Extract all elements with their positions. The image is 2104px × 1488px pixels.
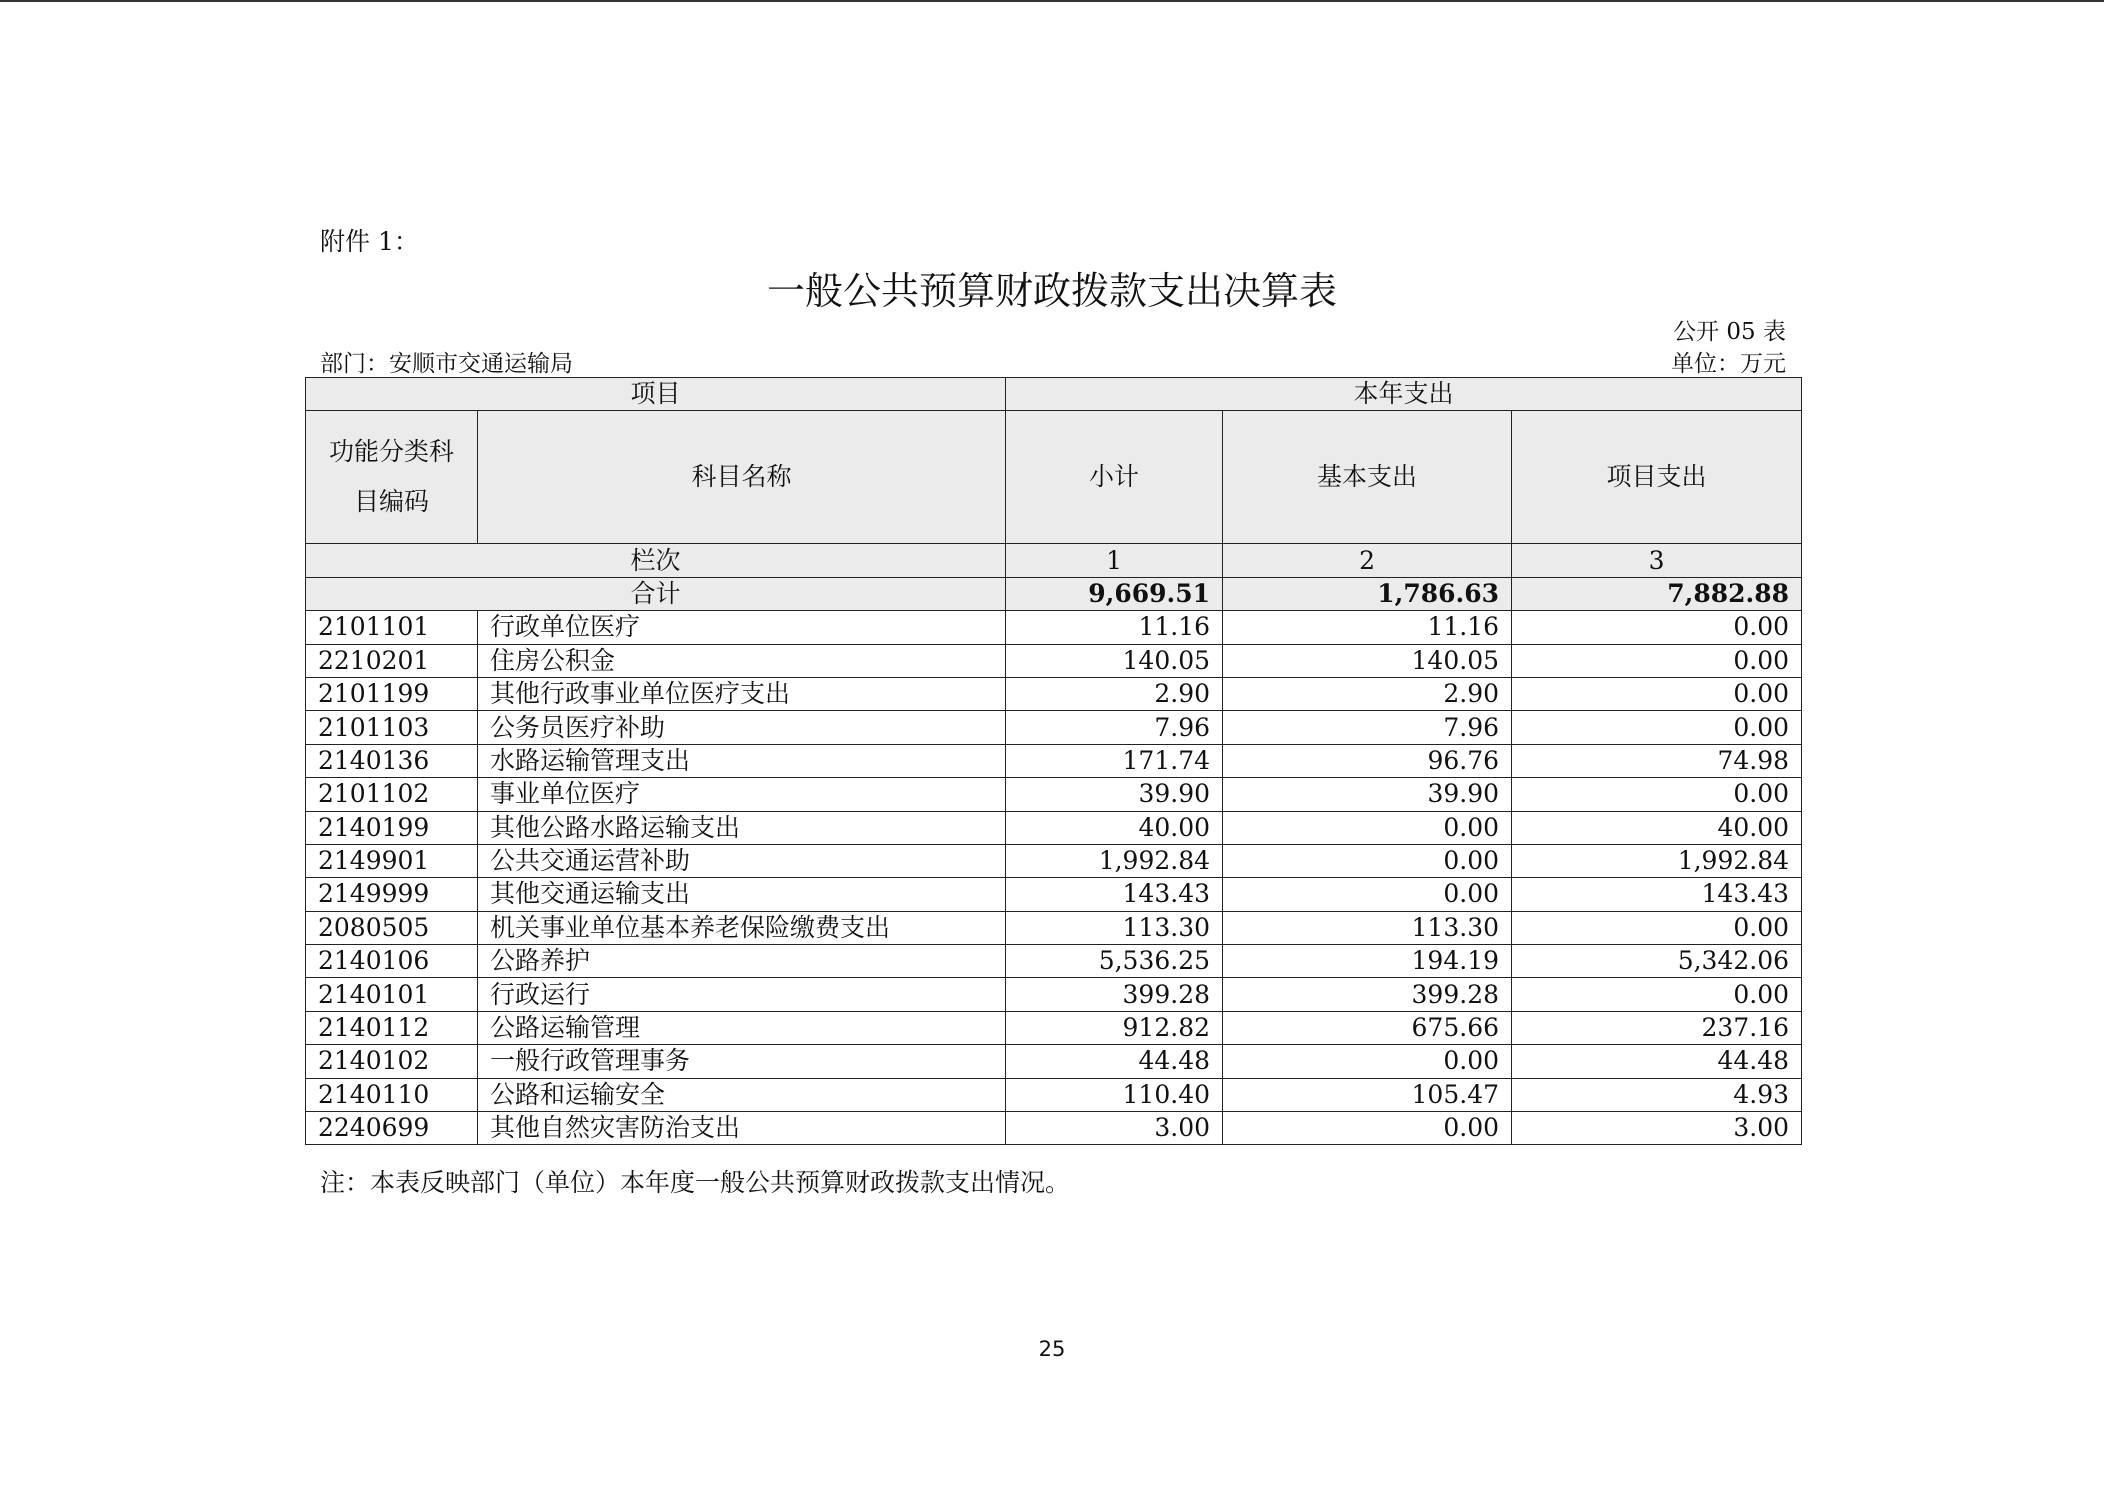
row-project: 3.00	[1512, 1112, 1802, 1145]
table-row	[306, 711, 1802, 744]
row-code: 2101102	[306, 778, 478, 811]
row-subtotal: 11.16	[1006, 611, 1223, 644]
table-number: 公开 05 表	[1673, 319, 1786, 345]
row-project: 40.00	[1512, 811, 1802, 844]
header-subtotal: 小计	[1006, 411, 1223, 544]
unit-label: 单位：万元	[1671, 351, 1786, 377]
row-name: 住房公积金	[478, 644, 1006, 677]
header-basic: 基本支出	[1223, 411, 1512, 544]
row-project: 44.48	[1512, 1045, 1802, 1078]
column-index-3: 3	[1512, 544, 1802, 577]
row-code: 2140101	[306, 978, 478, 1011]
row-code: 2140199	[306, 811, 478, 844]
page-top-border	[0, 0, 2104, 2]
header-year-expense: 本年支出	[1006, 378, 1802, 411]
row-basic: 2.90	[1223, 677, 1512, 710]
row-basic: 105.47	[1223, 1078, 1512, 1111]
row-subtotal: 399.28	[1006, 978, 1223, 1011]
table-row	[306, 778, 1802, 811]
row-code: 2101101	[306, 611, 478, 644]
total-row	[306, 577, 1802, 610]
row-name: 一般行政管理事务	[478, 1045, 1006, 1078]
attachment-label: 附件 1：	[320, 227, 419, 256]
row-code: 2140112	[306, 1011, 478, 1044]
row-code: 2140102	[306, 1045, 478, 1078]
row-basic: 0.00	[1223, 844, 1512, 877]
table-row	[306, 978, 1802, 1011]
row-project: 0.00	[1512, 611, 1802, 644]
row-subtotal: 39.90	[1006, 778, 1223, 811]
table-row	[306, 611, 1802, 644]
row-name: 公路养护	[478, 945, 1006, 978]
row-basic: 0.00	[1223, 811, 1512, 844]
total-basic: 1,786.63	[1223, 577, 1512, 610]
table-row	[306, 945, 1802, 978]
table-row	[306, 1045, 1802, 1078]
row-name: 机关事业单位基本养老保险缴费支出	[478, 911, 1006, 944]
row-code: 2140136	[306, 744, 478, 777]
table-row	[306, 644, 1802, 677]
table-row	[306, 844, 1802, 877]
header-item: 项目	[306, 378, 1006, 411]
row-basic: 0.00	[1223, 1045, 1512, 1078]
row-basic: 399.28	[1223, 978, 1512, 1011]
row-basic: 39.90	[1223, 778, 1512, 811]
table-row	[306, 878, 1802, 911]
row-subtotal: 5,536.25	[1006, 945, 1223, 978]
expenditure-table	[305, 377, 1802, 1145]
header-row-1	[306, 378, 1802, 411]
row-name: 公共交通运营补助	[478, 844, 1006, 877]
header-project: 项目支出	[1512, 411, 1802, 544]
row-project: 0.00	[1512, 677, 1802, 710]
row-name: 其他公路水路运输支出	[478, 811, 1006, 844]
row-basic: 140.05	[1223, 644, 1512, 677]
row-basic: 0.00	[1223, 1112, 1512, 1145]
row-project: 1,992.84	[1512, 844, 1802, 877]
row-subtotal: 1,992.84	[1006, 844, 1223, 877]
row-project: 237.16	[1512, 1011, 1802, 1044]
row-basic: 0.00	[1223, 878, 1512, 911]
column-index-label: 栏次	[306, 544, 1006, 577]
row-name: 公路和运输安全	[478, 1078, 1006, 1111]
total-subtotal: 9,669.51	[1006, 577, 1223, 610]
row-basic: 7.96	[1223, 711, 1512, 744]
page-number: 25	[1038, 1337, 1066, 1361]
header-code: 功能分类科目编码	[306, 411, 478, 544]
row-name: 行政运行	[478, 978, 1006, 1011]
table-row	[306, 1011, 1802, 1044]
row-name: 其他交通运输支出	[478, 878, 1006, 911]
row-project: 5,342.06	[1512, 945, 1802, 978]
row-basic: 675.66	[1223, 1011, 1512, 1044]
row-project: 4.93	[1512, 1078, 1802, 1111]
row-basic: 194.19	[1223, 945, 1512, 978]
row-project: 0.00	[1512, 978, 1802, 1011]
table-row	[306, 677, 1802, 710]
row-code: 2140110	[306, 1078, 478, 1111]
row-subtotal: 171.74	[1006, 744, 1223, 777]
row-name: 其他行政事业单位医疗支出	[478, 677, 1006, 710]
row-project: 0.00	[1512, 911, 1802, 944]
row-subtotal: 143.43	[1006, 878, 1223, 911]
row-subtotal: 7.96	[1006, 711, 1223, 744]
total-label: 合计	[306, 577, 1006, 610]
row-code: 2240699	[306, 1112, 478, 1145]
row-code: 2149999	[306, 878, 478, 911]
department-label: 部门：安顺市交通运输局	[320, 351, 573, 377]
row-basic: 11.16	[1223, 611, 1512, 644]
row-code: 2149901	[306, 844, 478, 877]
page-title: 一般公共预算财政拨款支出决算表	[766, 269, 1337, 313]
row-subtotal: 44.48	[1006, 1045, 1223, 1078]
row-project: 0.00	[1512, 778, 1802, 811]
table-row	[306, 1112, 1802, 1145]
row-name: 其他自然灾害防治支出	[478, 1112, 1006, 1145]
column-index-2: 2	[1223, 544, 1512, 577]
row-name: 公务员医疗补助	[478, 711, 1006, 744]
row-subtotal: 912.82	[1006, 1011, 1223, 1044]
row-code: 2210201	[306, 644, 478, 677]
row-basic: 96.76	[1223, 744, 1512, 777]
row-subtotal: 40.00	[1006, 811, 1223, 844]
row-code: 2140106	[306, 945, 478, 978]
table-row	[306, 1078, 1802, 1111]
row-name: 事业单位医疗	[478, 778, 1006, 811]
table-row	[306, 811, 1802, 844]
row-basic: 113.30	[1223, 911, 1512, 944]
column-index-row	[306, 544, 1802, 577]
table-row	[306, 744, 1802, 777]
row-code: 2080505	[306, 911, 478, 944]
table-row	[306, 911, 1802, 944]
row-project: 74.98	[1512, 744, 1802, 777]
row-name: 公路运输管理	[478, 1011, 1006, 1044]
row-project: 143.43	[1512, 878, 1802, 911]
column-index-1: 1	[1006, 544, 1223, 577]
header-row-2	[306, 411, 1802, 544]
row-subtotal: 110.40	[1006, 1078, 1223, 1111]
row-code: 2101199	[306, 677, 478, 710]
row-code: 2101103	[306, 711, 478, 744]
row-subtotal: 3.00	[1006, 1112, 1223, 1145]
row-name: 水路运输管理支出	[478, 744, 1006, 777]
row-name: 行政单位医疗	[478, 611, 1006, 644]
row-subtotal: 2.90	[1006, 677, 1223, 710]
header-subject-name: 科目名称	[478, 411, 1006, 544]
row-subtotal: 113.30	[1006, 911, 1223, 944]
total-project: 7,882.88	[1512, 577, 1802, 610]
row-project: 0.00	[1512, 644, 1802, 677]
row-subtotal: 140.05	[1006, 644, 1223, 677]
row-project: 0.00	[1512, 711, 1802, 744]
table-note: 注：本表反映部门（单位）本年度一般公共预算财政拨款支出情况。	[320, 1168, 1071, 1197]
